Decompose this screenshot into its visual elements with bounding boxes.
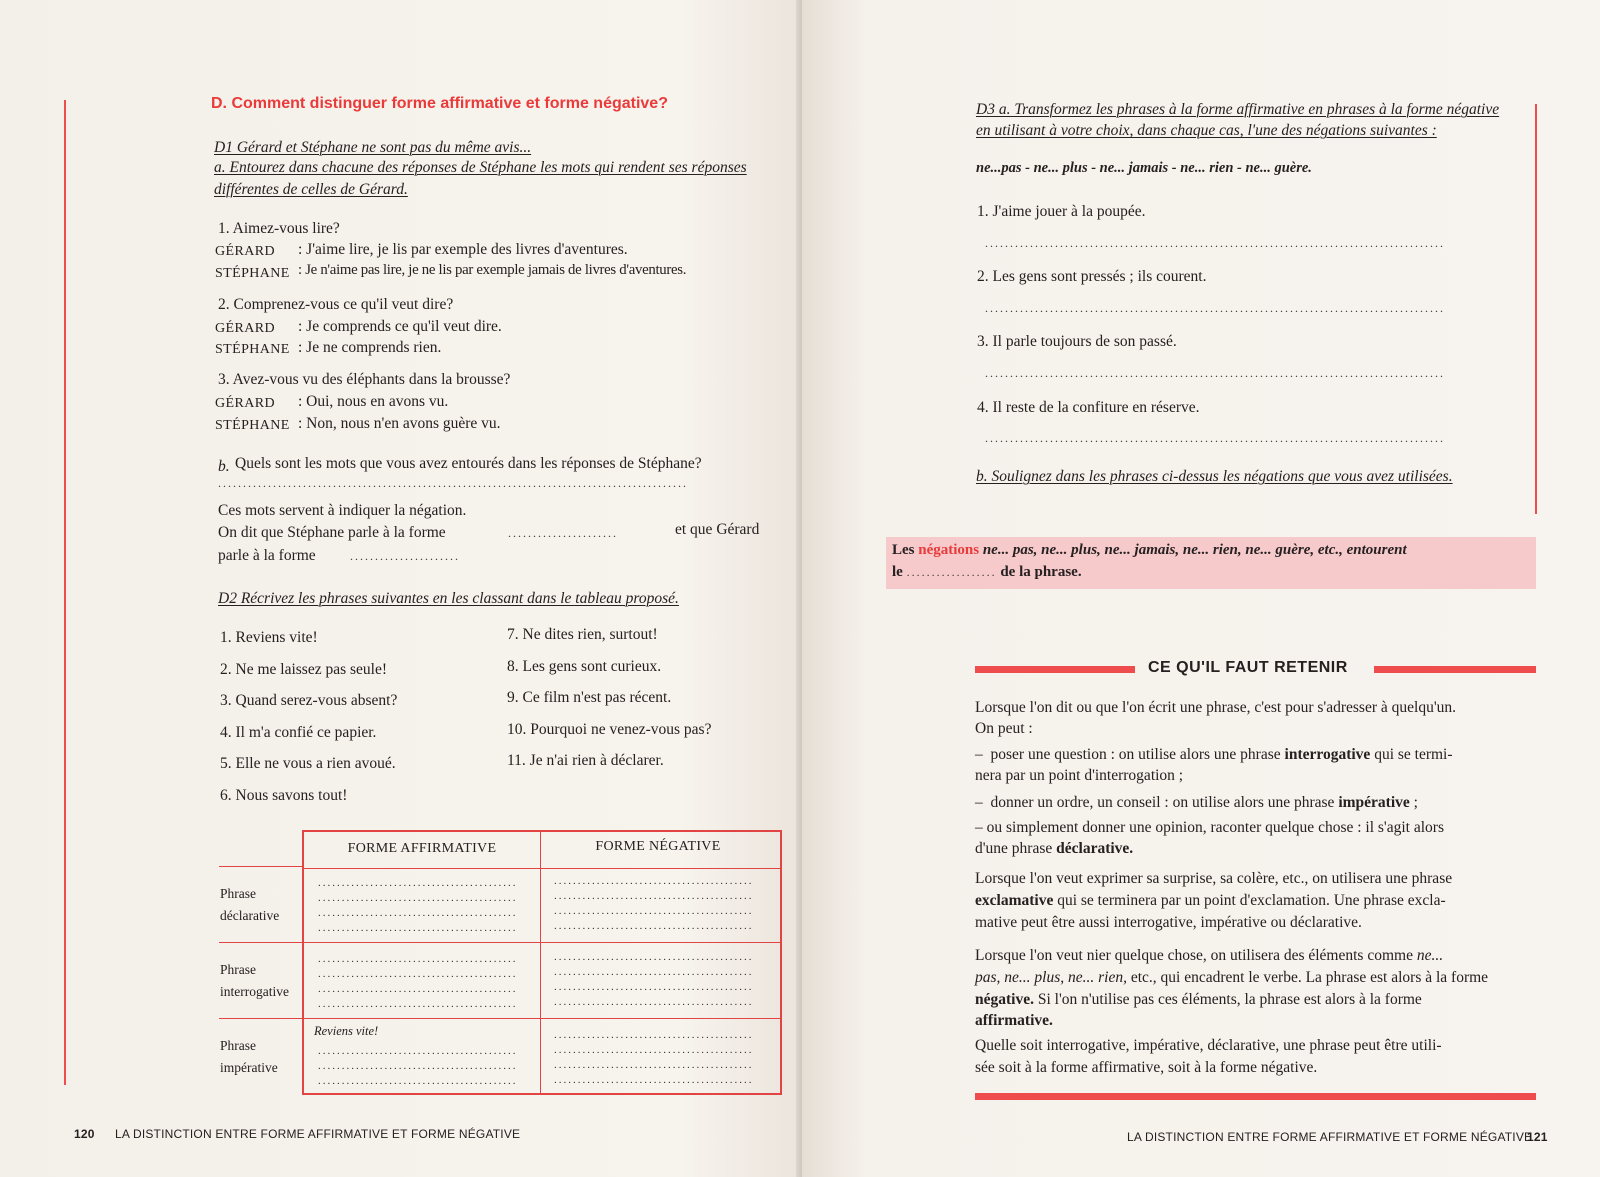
dialogue-question-3: 3. Avez-vous vu des éléphants dans la brousse? [218, 371, 511, 388]
stephane-answer-1: : Je n'aime pas lire, je ne lis par exemple jamais de livres d'aventures. [298, 262, 687, 278]
d3-answer-4[interactable]: ............................................................................................ [985, 431, 1445, 445]
col-header-negative: FORME NÉGATIVE [595, 839, 721, 854]
retenir-line-2: On peut : [975, 720, 1033, 737]
table-column-separator [540, 832, 541, 1093]
phrase-3: 3. Quand serez-vous absent? [220, 692, 398, 709]
d3-instruction-line2: en utilisant à votre choix, dans chaque cas, l'une des négations suivantes : [976, 122, 1437, 139]
d2-instruction: D2 Récrivez les phrases suivantes en les classant dans le tableau proposé. [218, 590, 679, 607]
table-row-line-ext-1 [219, 866, 303, 867]
d1-instruction-line1: D1 Gérard et Stéphane ne sont pas du même avis... [214, 139, 532, 156]
phrase-1: 1. Reviens vite! [220, 629, 318, 646]
phrase-2: 2. Ne me laissez pas seule! [220, 661, 387, 678]
conclusion-blank-1[interactable]: ...................... [508, 526, 618, 540]
cell-declarative-negative[interactable]: .......................................... .......................................... .......................................... .......................................... [554, 875, 754, 932]
retenir-line-14: affirmative. [975, 1012, 1053, 1029]
phrase-6: 6. Nous savons tout! [220, 787, 348, 804]
table-row-line-ext-3 [219, 1018, 303, 1019]
cell-imperative-negative[interactable]: .......................................... .......................................... .......................................... .......................................... [554, 1029, 754, 1086]
phrase-10: 10. Pourquoi ne venez-vous pas? [507, 721, 712, 738]
d3-answer-3[interactable]: ............................................................................................ [985, 366, 1445, 380]
d3-sentence-1: 1. J'aime jouer à la poupée. [977, 203, 1146, 220]
b-question: Quels sont les mots que vous avez entourés dans les réponses de Stéphane? [235, 455, 702, 472]
retenir-line-3: – poser une question : on utilise alors une phrase interrogative qui se termi- [975, 746, 1453, 763]
d1-instruction-line2: a. Entourez dans chacune des réponses de Stéphane les mots qui rendent ses réponses [214, 159, 747, 176]
cell-interrogative-affirmative[interactable]: .......................................... .......................................... .......................................... .......................................... [318, 953, 518, 1010]
cell-declarative-affirmative[interactable]: .......................................... .......................................... .......................................... .......................................... [318, 877, 518, 934]
right-footer-title: LA DISTINCTION ENTRE FORME AFFIRMATIVE ET FORME NÉGATIVE [1127, 1130, 1533, 1144]
retenir-line-11: Lorsque l'on veut nier quelque chose, on utilisera des éléments comme ne... [975, 947, 1444, 964]
dialogue-question-1: 1. Aimez-vous lire? [218, 220, 340, 237]
gerard-answer-3: : Oui, nous en avons vu. [298, 393, 449, 410]
d3-sentence-4: 4. Il reste de la confiture en réserve. [977, 399, 1200, 416]
phrase-11: 11. Je n'ai rien à déclarer. [507, 752, 664, 769]
phrase-4: 4. Il m'a confié ce papier. [220, 724, 377, 741]
table-row-separator-2 [304, 1018, 780, 1019]
retenir-line-12: pas, ne... plus, ne... rien, etc., qui encadrent le verbe. La phrase est alors à la forme [975, 969, 1489, 986]
note-blank[interactable]: .................. [906, 565, 997, 579]
left-footer-title: LA DISTINCTION ENTRE FORME AFFIRMATIVE ET FORME NÉGATIVE [115, 1127, 521, 1141]
rule-note-box [886, 537, 1536, 589]
row-label-declarative: Phrase déclarative [220, 886, 280, 923]
speaker-stephane-2: STÉPHANE [215, 342, 290, 357]
retenir-line-4: nera par un point d'interrogation ; [975, 767, 1184, 784]
cell-interrogative-negative[interactable]: .......................................... .......................................... .......................................... .......................................... [554, 951, 754, 1008]
classification-table [302, 830, 782, 1095]
d3-b-instruction: b. Soulignez dans les phrases ci-dessus les négations que vous avez utilisées. [976, 468, 1453, 485]
retenir-line-7: d'une phrase déclarative. [975, 840, 1134, 857]
table-example: Reviens vite! [314, 1024, 379, 1038]
retenir-line-6: – ou simplement donner une opinion, raconter quelque chose : il s'agit alors [975, 819, 1444, 836]
d3-answer-1[interactable]: ............................................................................................ [985, 236, 1445, 250]
right-margin-rule [1535, 104, 1537, 514]
phrase-5: 5. Elle ne vous a rien avoué. [220, 755, 396, 772]
left-page-number: 120 [74, 1127, 95, 1141]
retenir-title: CE QU'IL FAUT RETENIR [1148, 659, 1348, 676]
retenir-line-1: Lorsque l'on dit ou que l'on écrit une phrase, c'est pour s'adresser à quelqu'un. [975, 699, 1456, 716]
speaker-gerard-1: GÉRARD [215, 244, 275, 259]
conclusion-line1: Ces mots servent à indiquer la négation. [218, 502, 467, 519]
right-page-number: 121 [1527, 1130, 1548, 1144]
left-margin-rule [64, 100, 66, 1085]
retenir-line-13: négative. Si l'on n'utilise pas ces éléments, la phrase est alors à la forme [975, 991, 1422, 1008]
phrase-8: 8. Les gens sont curieux. [507, 658, 662, 675]
row-label-imperative: Phrase impérative [220, 1038, 278, 1075]
col-header-affirmative: FORME AFFIRMATIVE [347, 841, 497, 856]
conclusion-blank-2[interactable]: ...................... [350, 549, 460, 563]
retenir-line-5: – donner un ordre, un conseil : on utilise alors une phrase impérative ; [975, 794, 1418, 811]
gerard-answer-1: : J'aime lire, je lis par exemple des livres d'aventures. [298, 241, 628, 258]
d3-sentence-3: 3. Il parle toujours de son passé. [977, 333, 1177, 350]
d3-sentence-2: 2. Les gens sont pressés ; ils courent. [977, 268, 1207, 285]
retenir-line-10: mative peut être aussi interrogative, impérative ou déclarative. [975, 914, 1362, 931]
table-row-line-ext-2 [219, 942, 303, 943]
phrase-7: 7. Ne dites rien, surtout! [507, 626, 658, 643]
table-row-separator-1 [304, 942, 780, 943]
note-negations-word: négations [918, 542, 980, 558]
gerard-answer-2: : Je comprends ce qu'il veut dire. [298, 318, 502, 335]
speaker-gerard-2: GÉRARD [215, 321, 275, 336]
conclusion-line2b: et que Gérard [675, 521, 760, 538]
b-answer-dots[interactable]: .............................................................................................. [218, 476, 688, 490]
phrase-9: 9. Ce film n'est pas récent. [507, 689, 672, 706]
row-label-interrogative: Phrase interrogative [220, 962, 289, 999]
negations-list: ne...pas - ne... plus - ne... jamais - ne... rien - ne... guère. [976, 160, 1312, 176]
retenir-line-8: Lorsque l'on veut exprimer sa surprise, sa colère, etc., on utilisera une phrase [975, 870, 1453, 887]
stephane-answer-3: : Non, nous n'en avons guère vu. [298, 415, 501, 432]
d3-answer-2[interactable]: ............................................................................................ [985, 301, 1445, 315]
b-label: b. [218, 458, 230, 475]
retenir-bottom-bar [975, 1093, 1536, 1100]
retenir-bar-left [975, 666, 1135, 673]
retenir-line-9: exclamative qui se terminera par un point d'exclamation. Une phrase excla- [975, 892, 1446, 909]
section-title: D. Comment distinguer forme affirmative et forme négative? [211, 95, 668, 112]
speaker-gerard-3: GÉRARD [215, 396, 275, 411]
retenir-bar-right [1374, 666, 1536, 673]
cell-imperative-affirmative[interactable]: .......................................... .......................................... .......................................... [318, 1045, 518, 1087]
note-line-2: le .................. de la phrase. [892, 564, 1082, 580]
stephane-answer-2: : Je ne comprends rien. [298, 339, 442, 356]
d1-instruction-line3: différentes de celles de Gérard. [214, 181, 408, 198]
retenir-line-16: sée soit à la forme affirmative, soit à la forme négative. [975, 1059, 1318, 1076]
d3-instruction-line1: D3 a. Transformez les phrases à la forme affirmative en phrases à la forme négative [976, 101, 1500, 118]
retenir-line-15: Quelle soit interrogative, impérative, déclarative, une phrase peut être utili- [975, 1037, 1442, 1054]
speaker-stephane-1: STÉPHANE [215, 266, 290, 281]
conclusion-line3: parle à la forme [218, 547, 316, 564]
dialogue-question-2: 2. Comprenez-vous ce qu'il veut dire? [218, 296, 454, 313]
conclusion-line2a: On dit que Stéphane parle à la forme [218, 524, 446, 541]
note-line-1: Les négations ne... pas, ne... plus, ne... jamais, ne... rien, ne... guère, etc., entourent [892, 542, 1407, 558]
speaker-stephane-3: STÉPHANE [215, 418, 290, 433]
